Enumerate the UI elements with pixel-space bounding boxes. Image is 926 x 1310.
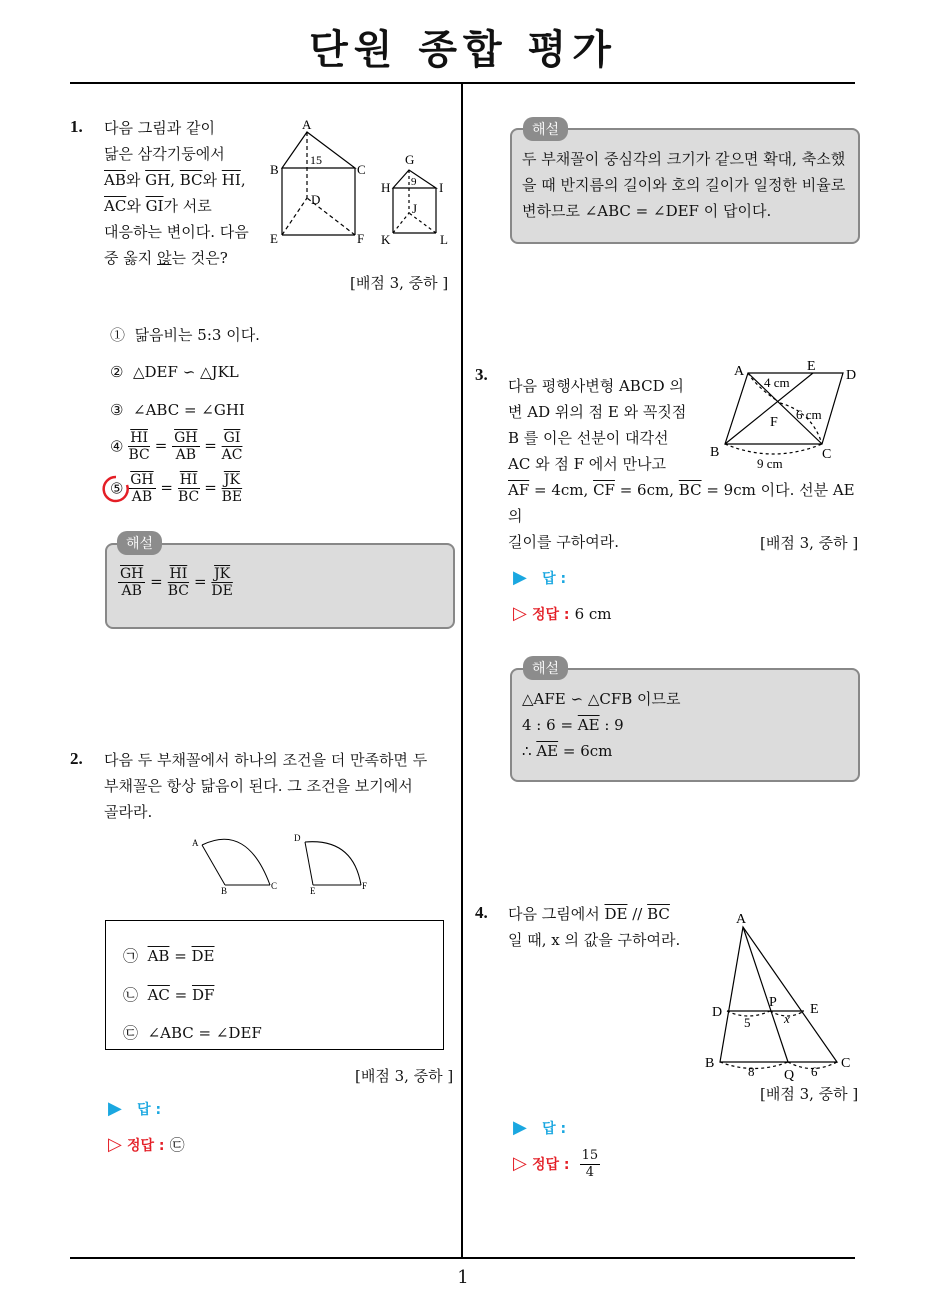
- q2-score: [배점 3, 중하 ]: [355, 1067, 454, 1085]
- label-f: F: [357, 231, 365, 246]
- tri-label-8: 8: [748, 1064, 755, 1079]
- correct-arrow-icon: ▷: [513, 1153, 527, 1174]
- choice-5[interactable]: ⑤ $\frac{\overline{GH}}{AB}$ = $\frac{\overline{HI}}{BC}$ = $\frac{\overline{JK}}{BE}$: [110, 472, 243, 505]
- answer-arrow-icon: ▶: [108, 1098, 122, 1119]
- sector-label-c: C: [271, 881, 278, 891]
- tri-label-c: C: [841, 1056, 851, 1071]
- tri-label-q: Q: [784, 1068, 795, 1083]
- option-nieun[interactable]: ㉡ $\overline{AC} = \overline{DF}$: [123, 986, 215, 1004]
- q3-answer-field[interactable]: ▶ 답 :: [513, 567, 567, 588]
- q1-line: 닮은 삼각기둥에서: [104, 145, 225, 163]
- seg-ab: $\overline{AB}$: [104, 171, 126, 189]
- tri-label-6: 6: [811, 1064, 818, 1079]
- q2-explanation-tag: 해설: [523, 117, 568, 141]
- q1-line: 대응하는 변이다. 다음: [104, 223, 249, 241]
- question-4-number: 4.: [475, 903, 488, 922]
- label-i: I: [439, 180, 444, 195]
- label-k: K: [381, 232, 391, 247]
- triangle-figure: [700, 905, 860, 1085]
- q1-line: 중 옳지 않는 것은?: [104, 249, 228, 267]
- question-1-number: 1.: [70, 117, 83, 136]
- label-d: D: [311, 192, 321, 207]
- choice-1[interactable]: ① 닮음비는 5:3 이다.: [110, 326, 260, 344]
- seg-gh: $\overline{GH}$: [145, 171, 171, 189]
- pg-label-a: A: [734, 364, 745, 379]
- pg-label-b: B: [710, 445, 720, 460]
- answer-arrow-icon: ▶: [513, 567, 527, 588]
- sector-label-f: F: [362, 881, 368, 891]
- label-l: L: [440, 232, 448, 247]
- choice-3[interactable]: ③ ∠ABC = ∠GHI: [110, 401, 245, 419]
- tri-label-a: A: [736, 912, 747, 927]
- sectors-figure: [185, 828, 385, 898]
- label-c: C: [357, 162, 366, 177]
- label-15: 15: [310, 153, 322, 167]
- question-2-number: 2.: [70, 749, 83, 768]
- tri-label-d: D: [712, 1005, 723, 1020]
- pg-label-e: E: [807, 359, 816, 374]
- label-a: A: [302, 118, 312, 132]
- tri-label-b: B: [705, 1056, 715, 1071]
- tri-label-e: E: [810, 1002, 819, 1017]
- page-title: 단원 종합 평가: [309, 27, 617, 73]
- option-digeut[interactable]: ㉢ ∠ABC = ∠DEF: [123, 1024, 262, 1042]
- label-9: 9: [411, 176, 417, 188]
- pg-label-bc: 9 cm: [757, 456, 783, 471]
- question-3-number: 3.: [475, 365, 488, 384]
- q1-explanation-tag: 해설: [117, 531, 162, 555]
- label-g: G: [405, 152, 415, 167]
- option-giyeok[interactable]: ㉠ $\overline{AB} = \overline{DE}$: [123, 947, 215, 965]
- sector-label-b: B: [221, 886, 228, 896]
- seg-bc: $\overline{BC}$: [179, 171, 203, 189]
- q3-correct-answer: ▷ 정답 : 6 cm: [513, 603, 612, 624]
- q4-score: [배점 3, 중하 ]: [760, 1085, 859, 1103]
- sector-label-e: E: [310, 886, 316, 896]
- seg-hi: $\overline{HI}$: [221, 171, 241, 189]
- tri-label-x: x: [784, 1011, 790, 1026]
- q2-answer-field[interactable]: ▶ 답 :: [108, 1098, 162, 1119]
- q4-answer-field[interactable]: ▶ 답 :: [513, 1117, 567, 1138]
- page-number: 1: [457, 1267, 469, 1288]
- parallelogram-figure: [700, 356, 865, 471]
- q2-line: 다음 두 부채꼴에서 하나의 조건을 더 만족하면 두: [104, 751, 428, 769]
- pg-label-f: F: [770, 415, 778, 430]
- correct-arrow-icon: ▷: [513, 603, 527, 624]
- label-b: B: [270, 162, 279, 177]
- q3-score: [배점 3, 중하 ]: [760, 534, 859, 552]
- q2-explanation-text: 두 부채꼴이 중심각의 크기가 같으면 확대, 축소했 을 때 반지름의 길이와 호의 길이가 일정한 비율로 변하므로 ∠ABC = ∠DEF 이 답이다.: [522, 150, 846, 220]
- q1-line: $\overline{AC}$와 $\overline{GI}$가 서로: [104, 197, 212, 215]
- q1-score: [배점 3, 중하 ]: [350, 274, 449, 292]
- pg-label-c: C: [822, 447, 832, 462]
- q1-explanation-text: $\frac{\overline{GH}}{AB}$ = $\frac{\overline{HI}}{BC}$ = $\frac{\overline{JK}}{DE}$: [120, 566, 233, 599]
- prisms-figure: [265, 118, 460, 253]
- answer-arrow-icon: ▶: [513, 1117, 527, 1138]
- label-j: J: [412, 201, 418, 216]
- sector-label-a: A: [192, 838, 199, 848]
- label-e: E: [270, 231, 278, 246]
- correct-arrow-icon: ▷: [108, 1134, 122, 1155]
- seg-gi: $\overline{GI}$: [145, 197, 164, 215]
- q3-explanation-tag: 해설: [523, 656, 568, 680]
- pg-label-d: D: [846, 368, 857, 383]
- q2-correct-answer: ▷ 정답 : ㉢: [108, 1134, 185, 1155]
- q2-line: 부채꼴은 항상 닮음이 된다. 그 조건을 보기에서: [104, 777, 413, 795]
- choice-2[interactable]: ② △DEF ∽ △JKL: [110, 363, 239, 381]
- pg-label-cf: 6 cm: [796, 407, 822, 422]
- question-1-text: [104, 115, 274, 271]
- q1-line: $\overline{AB}$와 $\overline{GH}$, $\overline{BC}$와 $\overline{HI}$,: [104, 171, 246, 189]
- tri-label-p: P: [769, 995, 777, 1010]
- question-4-text: 다음 그림에서 $\overline{DE} // \overline{BC}$ 일 때, x 의 값을 구하여라.: [508, 905, 681, 949]
- q3-explanation-text: △AFE ∽ △CFB 이므로 4 : $6 = \overline{AE}$ : 9 ∴ $\overline{AE} = 6cm$: [522, 690, 681, 760]
- tri-label-5: 5: [744, 1015, 751, 1030]
- q2-line: 골라라.: [104, 803, 153, 821]
- pg-label-af: 4 cm: [764, 375, 790, 390]
- label-h: H: [381, 180, 391, 195]
- question-2-text: [104, 747, 449, 825]
- q1-line: 다음 그림과 같이: [104, 119, 215, 137]
- choice-4[interactable]: ④ $\frac{\overline{HI}}{BC}$ = $\frac{\overline{GH}}{AB}$ = $\frac{\overline{GI}}{AC}$: [110, 430, 243, 463]
- column-divider: [461, 83, 463, 1258]
- question-3-text: 다음 평행사변형 ABCD 의 변 AD 위의 점 E 와 꼭짓점 B 를 이은 선분이 대각선 AC 와 점 F 에서 만나고: [508, 377, 687, 473]
- answer-circle-mark: [101, 474, 131, 504]
- q4-correct-answer: ▷ 정답 : $\frac{15}{4}$: [513, 1148, 599, 1180]
- bottom-rule: [70, 1257, 855, 1259]
- seg-ac: $\overline{AC}$: [104, 197, 127, 215]
- question-3-text-cont: $\overline{AF} = 4cm$, $\overline{CF} = 6cm$, $\overline{BC} = 9cm$ 이다. 선분 AE 의 길이를 구하여라.: [508, 481, 855, 551]
- sector-label-d: D: [294, 833, 301, 843]
